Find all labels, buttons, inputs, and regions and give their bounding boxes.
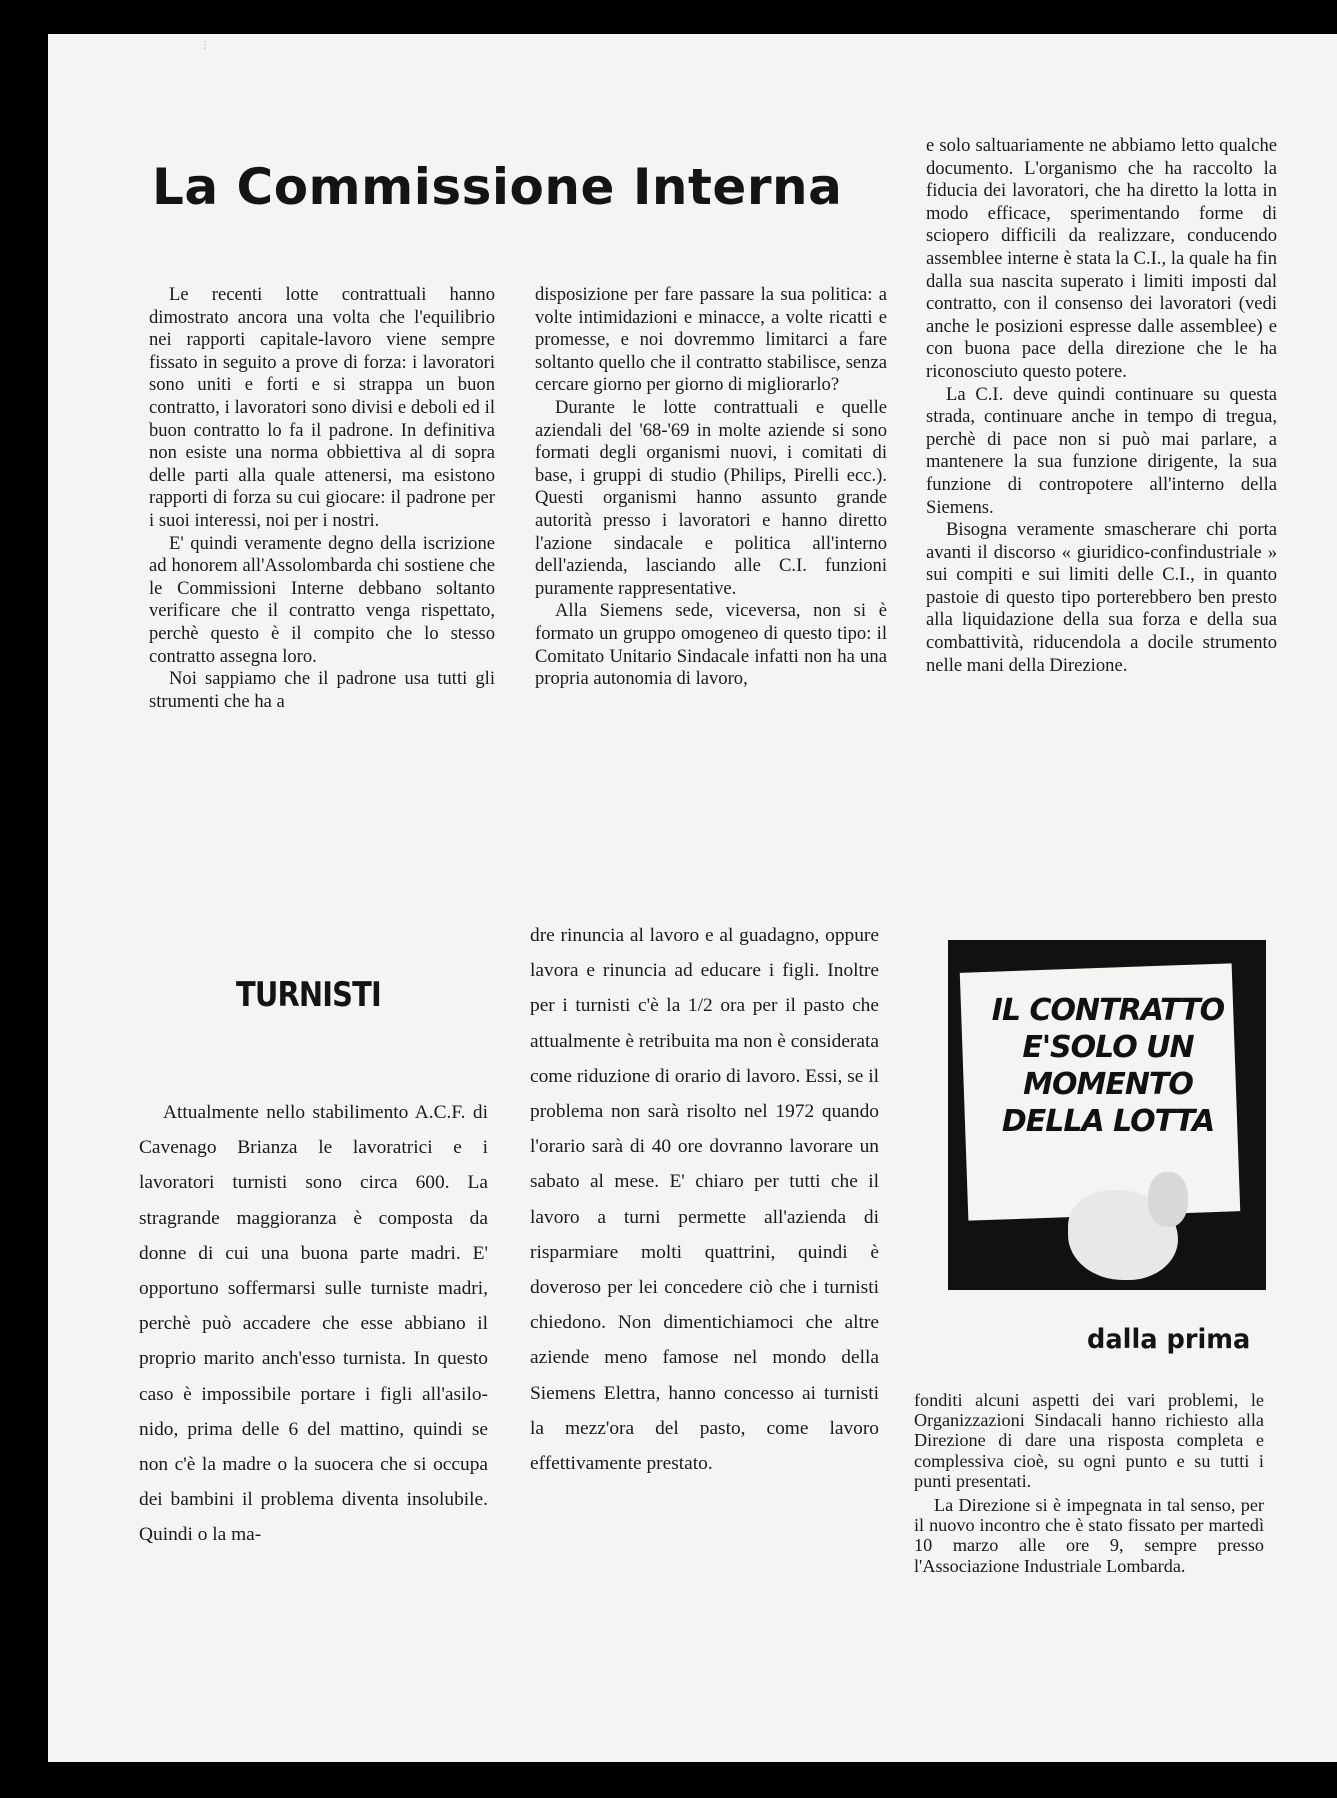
article-column-1: [149, 284, 495, 713]
paragraph: Alla Siemens sede, viceversa, non si è formato un gruppo omogeneo di questo tipo: il Comitato Unitario Sindacale infatti non ha una propria autonomia di lavoro,: [535, 600, 887, 690]
article-column-2: [535, 284, 887, 691]
paragraph: dre rinuncia al lavoro e al guadagno, oppure lavora e rinuncia ad educare i figli. Inoltre per i turnisti c'è la 1/2 ora per il pasto che attualmente è retribuita ma non è considerata come riduzione di orario di lavoro. Essi, se il problema non sarà risolto nel 1972 quando l'orario sarà di 40 ore dovranno lavorare un sabato al mese. E' chiaro per tutti che il lavoro a turni permette all'azienda di risparmiare molti quattrini, quindi è doveroso per lei concedere ciò che i turnisti chiedono. Non dimentichiamoci che altre aziende meno famose nel mondo della Siemens Elettra, hanno concesso ai turnisti la mezz'ora del pasto, come lavoro effettivamente prestato.: [530, 925, 879, 1475]
turnisti-column-2: [530, 918, 879, 1481]
paragraph: Attualmente nello stabilimento A.C.F. di Cavenago Brianza le lavoratrici e i lavoratori turnisti sono circa 600. La stragrande maggioranza è composta da donne di cui una buona parte madri. E' opportuno soffermarsi sulle turniste madri, perchè può accadere che esse abbiano il proprio marito anch'esso turnista. In questo caso è impossibile portare i figli all'asilo-nido, prima delle 6 del mattino, quindi se non c'è la madre o la suocera che si occupa dei bambini il problema diventa insolubile. Quindi o la ma-: [139, 1102, 488, 1546]
photo-figure: [1148, 1172, 1188, 1227]
paragraph: Noi sappiamo che il padrone usa tutti gli strumenti che ha a: [149, 668, 495, 712]
continued-heading: dalla prima: [1087, 1324, 1251, 1355]
turnisti-title: TURNISTI: [236, 975, 381, 1015]
paragraph: Bisogna veramente smascherare chi porta avanti il discorso « giuridico-confindustriale » sui compiti e sui limiti delle C.I., in quanto pastoie di questo tipo porterebbero ben presto alla liquidazione della sua forza e della sua combattività, riducendola a docile strumento nelle mani della Direzione.: [926, 519, 1277, 676]
paragraph: E' quindi veramente degno della iscrizione ad honorem all'Assolombarda chi sostiene che le Commissioni Interne debbano soltanto verificare che il contratto venga rispettato, perchè questo è il compito che lo stesso contratto assegna loro.: [149, 532, 495, 667]
sign-slogan: IL CONTRATTO E'SOLO UN MOMENTO DELLA LOTTA: [991, 993, 1225, 1139]
continued-column: [914, 1390, 1264, 1576]
protest-photo: [948, 940, 1266, 1290]
paragraph: disposizione per fare passare la sua politica: a volte intimidazioni e minacce, a volte ricatti e promesse, e noi dovremmo limitarci a fare soltanto quello che il contratto stabilisce, senza cercare giorno per giorno di migliorarlo?: [535, 284, 887, 396]
paragraph: Durante le lotte contrattuali e quelle aziendali del '68-'69 in molte aziende si sono formati degli organismi nuovi, i comitati di base, i gruppi di studio (Philips, Pirelli ecc.). Questi organismi hanno assunto grande autorità presso i lavoratori e hanno diretto l'azione sindacale e politica all'interno dell'azienda, lasciando alle C.I. funzioni puramente rappresentative.: [535, 396, 887, 599]
paragraph: fonditi alcuni aspetti dei vari problemi, le Organizzazioni Sindacali hanno richiesto alla Direzione di dare una risposta completa e complessiva cioè, su ogni punto e su tutti i punti presentati.: [914, 1390, 1264, 1491]
turnisti-column-1: [139, 1095, 488, 1553]
paragraph: e solo saltuariamente ne abbiamo letto qualche documento. L'organismo che ha raccolto la fiducia dei lavoratori, che ha diretto la lotta in modo efficace, sperimentando forme di sciopero difficili da realizzare, conducendo assemblee interne è stata la C.I., la quale ha fin dalla sua nascita superato i limiti imposti dal contratto, con il consenso dei lavoratori (vedi anche le posizioni espresse dalle assemblee) e con buona pace della direzione che le ha riconosciuto questo potere.: [926, 135, 1277, 382]
paragraph: Le recenti lotte contrattuali hanno dimostrato ancora una volta che l'equilibrio nei rapporti capitale-lavoro viene sempre fissato in seguito a prove di forza: i lavoratori sono uniti e forti e si strappa un buon contratto, i lavoratori sono divisi e deboli ed il buon contratto lo fa il padrone. In definitiva non esiste una norma obbiettiva al di sopra delle parti alla quale attenersi, ma esistono rapporti di forza su cui giocare: il padrone per i suoi interessi, noi per i nostri.: [149, 284, 495, 531]
paragraph: La Direzione si è impegnata in tal senso, per il nuovo incontro che è stato fissato per martedì 10 marzo alle ore 9, sempre presso l'Associazione Industriale Lombarda.: [914, 1495, 1264, 1576]
article-column-3: [926, 135, 1277, 677]
paragraph: La C.I. deve quindi continuare su questa strada, continuare anche in tempo di tregua, perchè di pace non si può mai parlare, a mantenere la sua funzione dirigente, la sua funzione di contropotere all'interno della Siemens.: [926, 383, 1277, 518]
page-mark: ⋮: [200, 40, 210, 51]
article-title: La Commissione Interna: [152, 158, 843, 216]
